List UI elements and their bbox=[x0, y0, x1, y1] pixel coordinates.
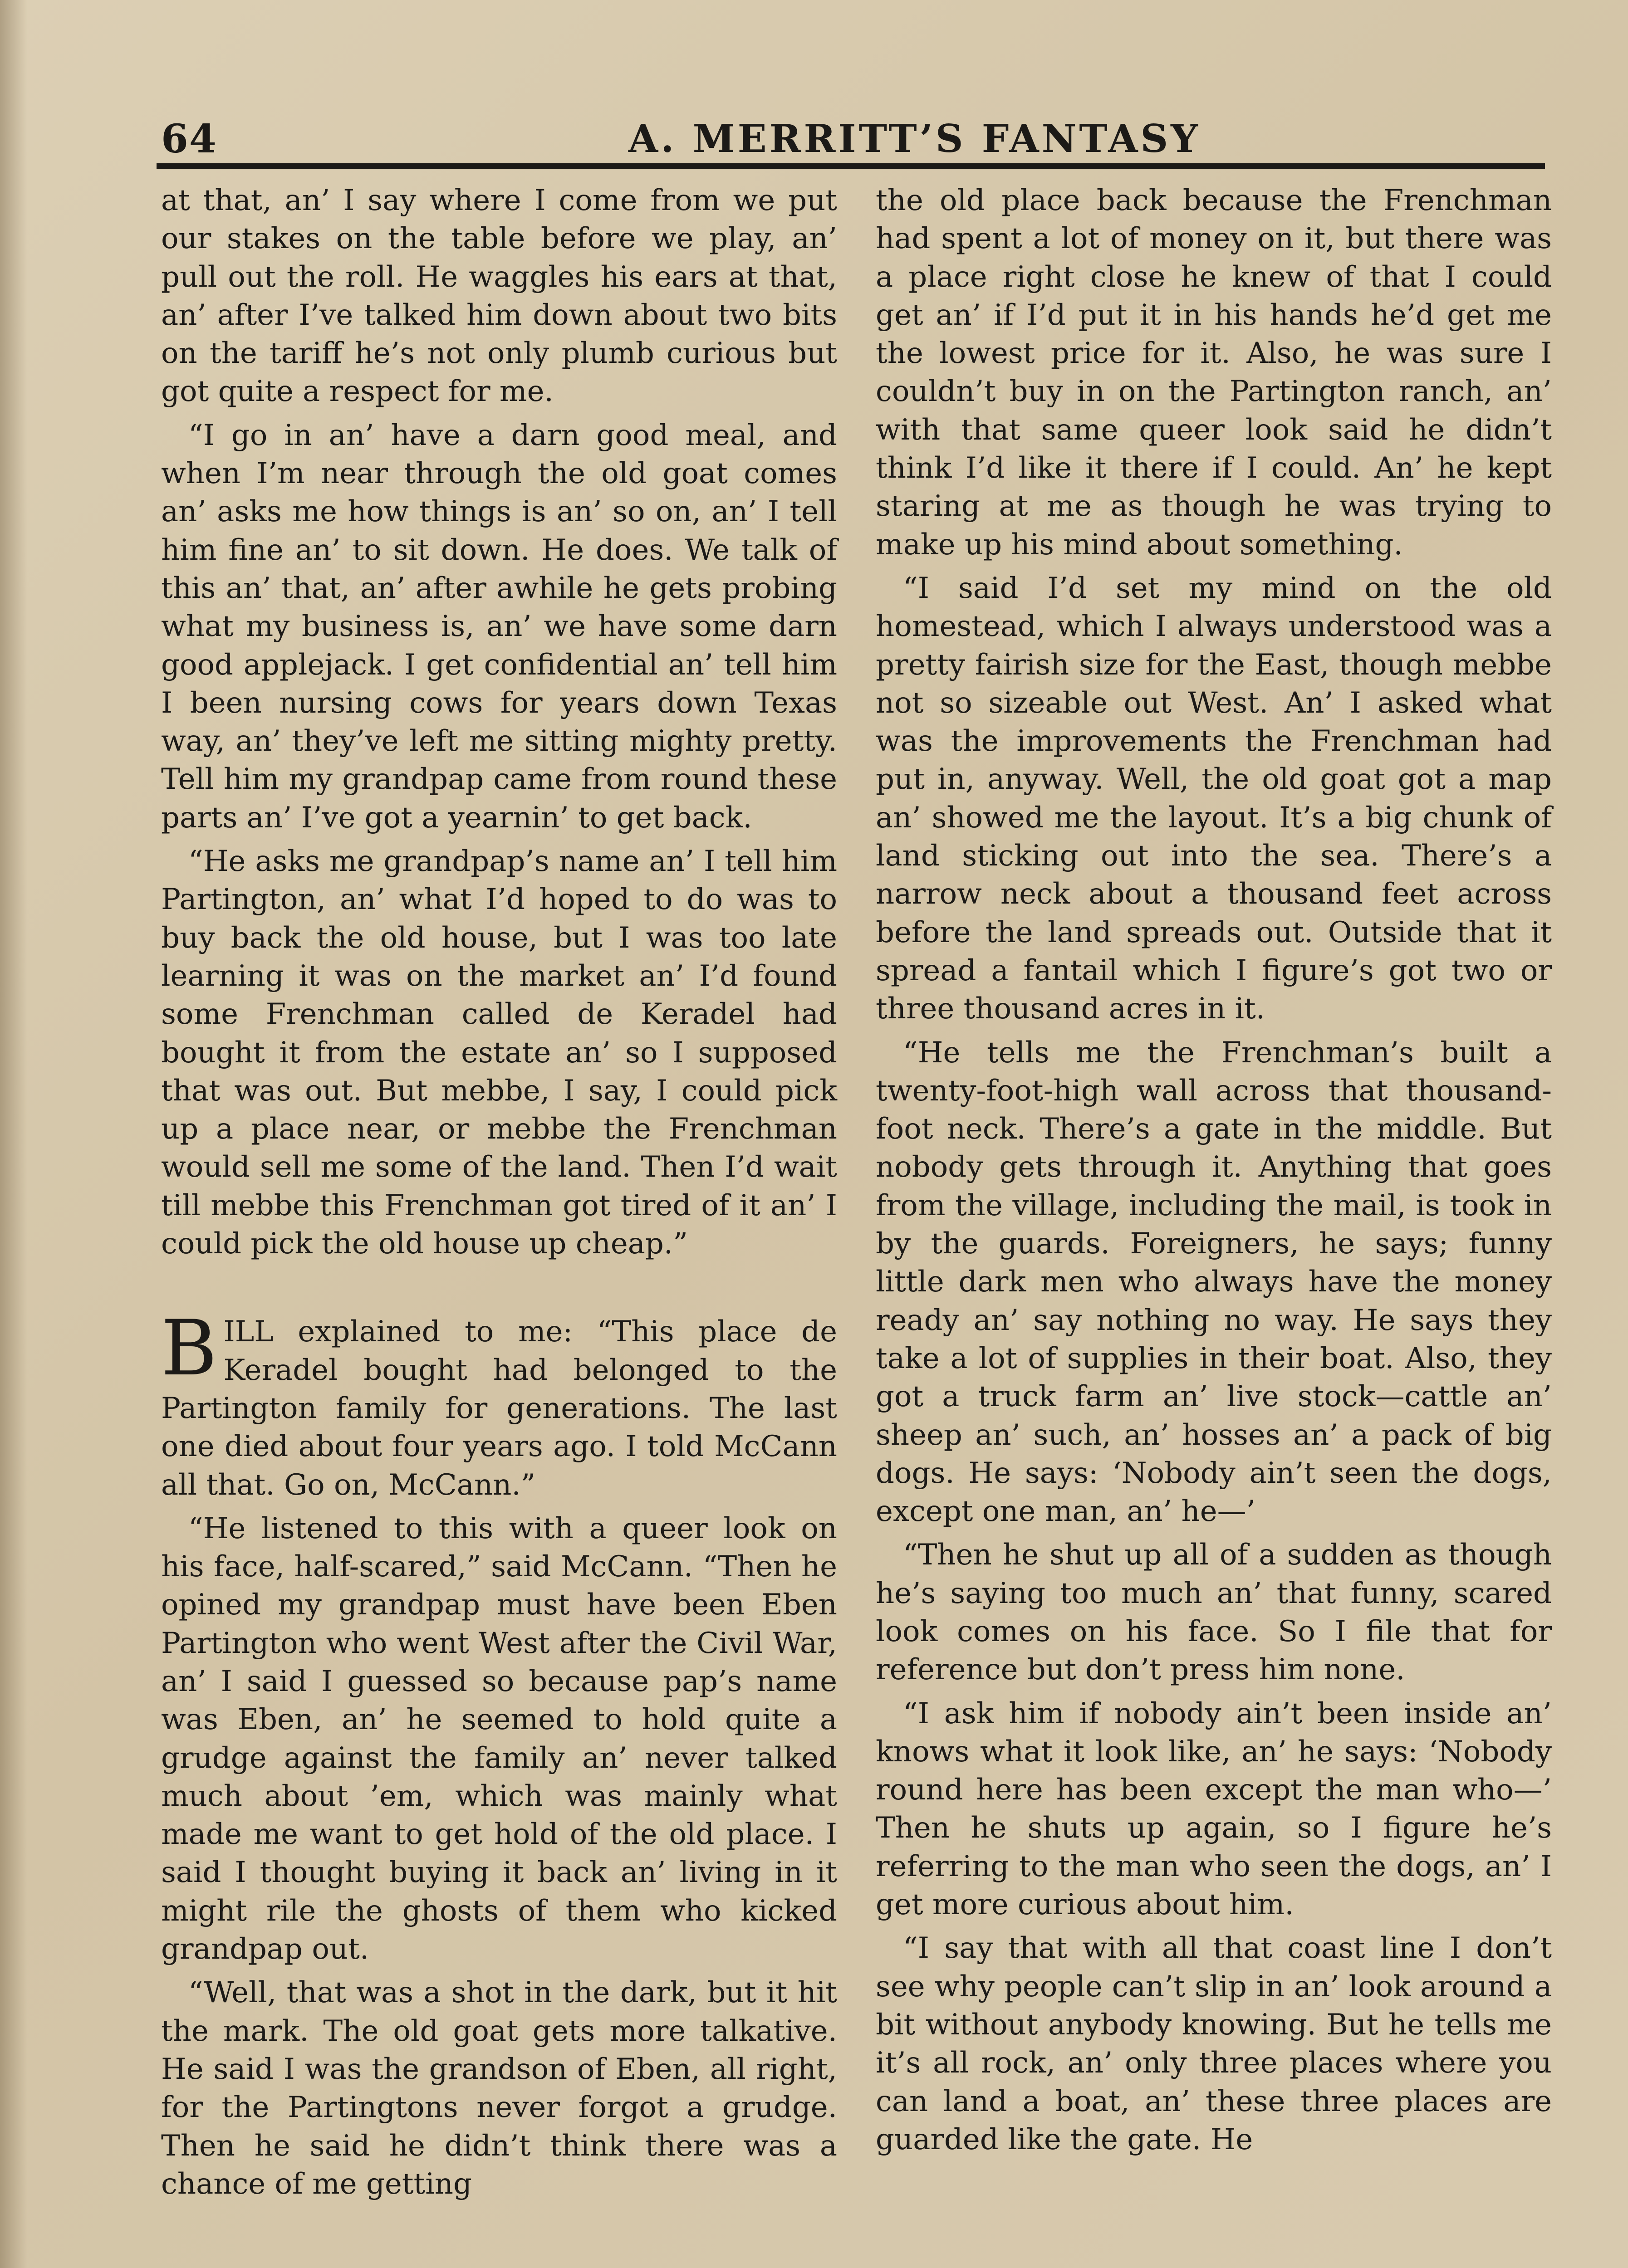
right-column bbox=[876, 181, 1552, 2159]
paragraph: “Then he shut up all of a sudden as though he’s saying too much an’ that funny, scared look comes on his face. So I file that for reference but don’t press him none. bbox=[876, 1538, 1552, 1687]
page-number: 64 bbox=[161, 116, 217, 162]
paragraph: “I said I’d set my mind on the old homestead, which I always understood was a pretty fairish size for the East, though mebbe not so sizeable out West. An’ I asked what was the improvements the Frenchman had put in, anyway. Well, the old goat got a map an’ showed me the layout. It’s a big chunk of land sticking out into the sea. There’s a narrow neck about a thousand feet across before the land spreads out. Outside that it spread a fantail which I figure’s got two or three thousand acres in it. bbox=[876, 571, 1552, 1026]
paragraph: “I ask him if nobody ain’t been inside an’ knows what it look like, an’ he says: ‘Nobody round here has been except the man who—’ Then he shuts up again, so I figure he’s referring to the man who seen the dogs, an’ I get more curious about him. bbox=[876, 1696, 1552, 1922]
paragraph: “He listened to this with a queer look on his face, half-scared,” said McCann. “Then he opined my grandpap must have been Eben Partington who went West after the Civil War, an’ I said I guessed so because pap’s name was Eben, an’ he seemed to hold quite a grudge against the family an’ never talked much about ’em, which was mainly what made me want to get hold of the old place. I said I thought buying it back an’ living in it might rile the ghosts of them who kicked grandpap out. bbox=[161, 1511, 837, 1966]
paragraph: “He asks me grandpap’s name an’ I tell him Partington, an’ what I’d hoped to do was to buy back the old house, but I was too late learning it was on the market an’ I’d found some Frenchman called de Keradel had bought it from the estate an’ so I supposed that was out. But mebbe, I say, I could pick up a place near, or mebbe the Frenchman would sell me some of the land. Then I’d wait till mebbe this Frenchman got tired of it an’ I could pick the old house up cheap.” bbox=[161, 845, 837, 1261]
paragraph: “I go in an’ have a darn good meal, and when I’m near through the old goat comes an’ asks me how things is an’ so on, an’ I tell him fine an’ to sit down. He does. We talk of this an’ that, an’ after awhile he gets probing what my business is, an’ we have some darn good applejack. I get confidential an’ tell him I been nursing cows for years down Texas way, an’ they’ve left me sitting mighty pretty. Tell him my grandpap came from round these parts an’ I’ve got a yearnin’ to get back. bbox=[161, 418, 837, 835]
page-header bbox=[157, 113, 1545, 169]
left-column bbox=[161, 181, 837, 2203]
running-head: A. MERRITT’S FANTASY bbox=[628, 116, 1201, 161]
paragraph: the old place back because the Frenchman had spent a lot of money on it, but there was a place right close he knew of that I could get an’ if I’d put it in his hands he’d get me the lowest price for it. Also, he was sure I couldn’t buy in on the Partington ranch, an’ with that same queer look said he didn’t think I’d like it there if I could. An’ he kept staring at me as though he was trying to make up his mind about something. bbox=[876, 184, 1552, 562]
paragraph: at that, an’ I say where I come from we put our stakes on the table before we play, an’ pull out the roll. He waggles his ears at that, an’ after I’ve talked him down about two bits on the tariff he’s not only plumb curious but got quite a respect for me. bbox=[161, 184, 837, 409]
drop-cap: B bbox=[161, 1304, 217, 1393]
paragraph: “Well, that was a shot in the dark, but it hit the mark. The old goat gets more talkative. He said I was the grandson of Eben, all right, for the Partingtons never forgot a grudge. Then he said he didn’t think there was a chance of me getting bbox=[161, 1976, 837, 2201]
paragraph: “I say that with all that coast line I don’t see why people can’t slip in an’ look around a bit without anybody knowing. But he tells me it’s all rock, an’ only three places where you can land a boat, an’ these three places are guarded like the gate. He bbox=[876, 1931, 1552, 2156]
paragraph: “He tells me the Frenchman’s built a twenty-foot-high wall across that thousand-foot neck. There’s a gate in the middle. But nobody gets through it. Anything that goes from the village, including the mail, is took in by the guards. Foreigners, he says; funny little dark men who always have the money ready an’ say nothing no way. He says they take a lot of supplies in their boat. Also, they got a truck farm an’ live stock—cattle an’ sheep an’ such, an’ hosses an’ a pack of big dogs. He says: ‘Nobody ain’t seen the dogs, except one man, an’ he—’ bbox=[876, 1036, 1552, 1529]
section-text: ILL explained to me: “This place de Keradel bought had belonged to the Partington family for generations. The last one died about four years ago. I told McCann all that. Go on, McCann.” bbox=[161, 1315, 837, 1502]
section-paragraph bbox=[161, 1304, 837, 1504]
